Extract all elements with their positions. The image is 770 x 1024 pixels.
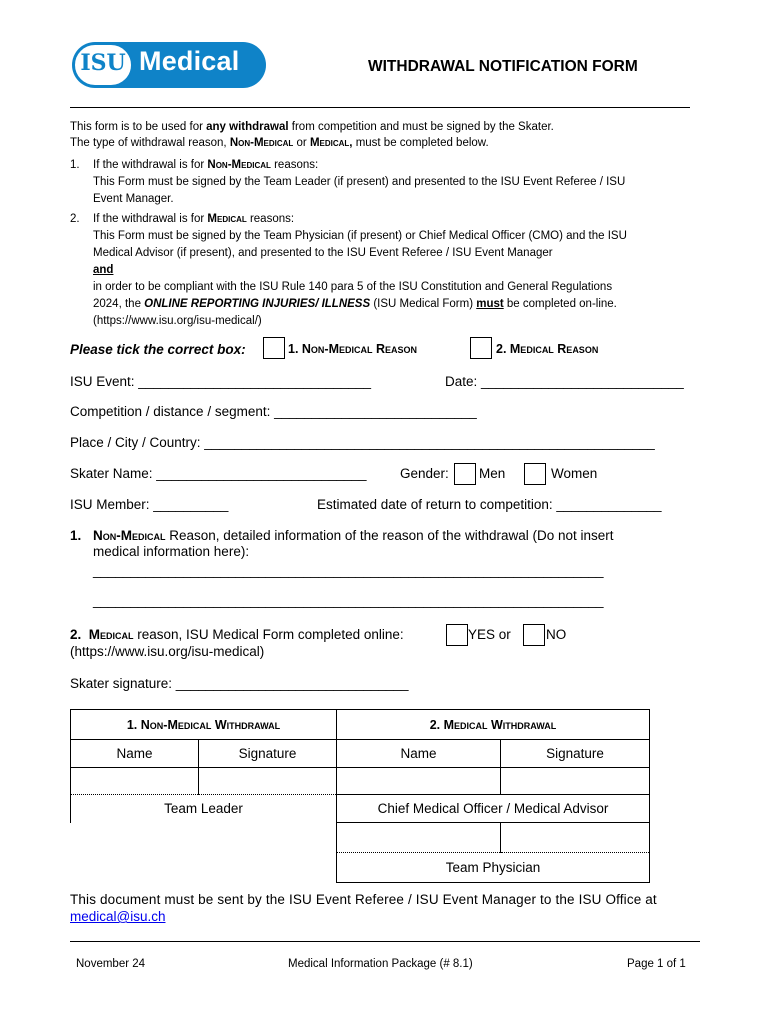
section1-answer-line-1[interactable]: ____________________________________________________________________: [93, 563, 604, 578]
place-field[interactable]: Place / City / Country: ____________________________________________________________: [70, 435, 655, 450]
logo-isu-text: ISU: [80, 50, 126, 76]
section1-answer-line-2[interactable]: ____________________________________________________________________: [93, 593, 604, 608]
gender-women-checkbox[interactable]: [524, 463, 546, 485]
skater-signature-field[interactable]: Skater signature: _______________________________: [70, 676, 409, 691]
item2-number: 2.: [70, 213, 80, 225]
email-link[interactable]: medical@isu.ch: [70, 909, 166, 924]
tick-instruction: Please tick the correct box:: [70, 342, 246, 357]
section2-yes-label: YES or: [468, 627, 511, 642]
section2-yes-checkbox[interactable]: [446, 624, 468, 646]
intro-line-2: The type of withdrawal reason, Non-Medical or Medical, must be completed below.: [70, 137, 489, 149]
cmo-label: Chief Medical Officer / Medical Advisor: [337, 795, 650, 823]
signature-header-1: Signature: [199, 740, 337, 768]
medical-withdrawal-header: 2. Medical Withdrawal: [337, 710, 650, 740]
item1-number: 1.: [70, 159, 80, 171]
team-physician-label: Team Physician: [337, 853, 650, 883]
empty-cell: [71, 823, 337, 853]
footer-package: Medical Information Package (# 8.1): [288, 958, 473, 970]
isu-member-field[interactable]: ISU Member: __________: [70, 497, 229, 512]
withdrawal-signature-table: [70, 709, 650, 883]
footer-divider: [70, 941, 700, 942]
team-leader-name-cell[interactable]: [71, 768, 199, 795]
section2-no-label: NO: [546, 627, 567, 642]
skater-name-field[interactable]: Skater Name: ____________________________: [70, 466, 367, 481]
isu-event-field[interactable]: ISU Event: _______________________________: [70, 374, 372, 389]
section2-url: (https://www.isu.org/isu-medical): [70, 644, 265, 659]
gender-men-checkbox[interactable]: [454, 463, 476, 485]
intro-line-1: This form is to be used for any withdrawal from competition and must be signed by the Skater.: [70, 121, 554, 133]
competition-field[interactable]: Competition / distance / segment: ___________________________: [70, 404, 477, 419]
logo-medical-text: Medical: [139, 46, 240, 76]
section2-text: 2. Medical reason, ISU Medical Form completed online:: [70, 627, 404, 642]
section1-number: 1.: [70, 528, 82, 543]
gender-men-label: Men: [479, 466, 506, 481]
team-leader-signature-cell[interactable]: [199, 768, 337, 795]
gender-women-label: Women: [551, 466, 598, 481]
return-date-field[interactable]: Estimated date of return to competition: ______________: [317, 497, 662, 512]
section2-no-checkbox[interactable]: [523, 624, 545, 646]
signature-header-2: Signature: [501, 740, 650, 768]
gender-label: Gender:: [400, 466, 449, 481]
medical-reason-label: 2. Medical Reason: [496, 342, 599, 356]
closing-text: This document must be sent by the ISU Event Referee / ISU Event Manager to the ISU Office at: [70, 892, 657, 907]
date-field[interactable]: Date: ___________________________: [445, 374, 684, 389]
form-title: WITHDRAWAL NOTIFICATION FORM: [368, 58, 638, 75]
cmo-name-cell[interactable]: [337, 768, 501, 795]
item1-text: If the withdrawal is for Non-Medical reasons: This Form must be signed by the Team Leader (if present) and presented to the ISU Event Referee / ISU Event Manager.: [93, 159, 626, 205]
section1-text: Non-Medical Reason, detailed information of the reason of the withdrawal (Do not insert medical information here):: [93, 528, 614, 559]
header-divider: [70, 107, 690, 108]
physician-signature-cell[interactable]: [501, 823, 650, 853]
team-leader-label: Team Leader: [71, 795, 337, 823]
name-header-2: Name: [337, 740, 501, 768]
empty-cell-2: [71, 853, 337, 883]
medical-reason-checkbox[interactable]: [470, 337, 492, 359]
non-medical-withdrawal-header: 1. Non-Medical Withdrawal: [71, 710, 337, 740]
non-medical-reason-label: 1. Non-Medical Reason: [288, 342, 418, 356]
non-medical-reason-checkbox[interactable]: [263, 337, 285, 359]
cmo-signature-cell[interactable]: [501, 768, 650, 795]
item2-text: If the withdrawal is for Medical reasons: This Form must be signed by the Team Physician (if present) or Chief Medical Officer (CMO) and the ISU Medical Advisor (if present), and presented to the ISU Event Referee / ISU Event Manager and in order to be compliant with the ISU Rule 140 para 5 of the ISU Constitution and General Regulations 2024, the ONLINE REPORTING INJURIES/ ILLNESS (ISU Medical Form) must be completed on-line. (https://www.isu.org/isu-medical/): [93, 213, 627, 327]
footer-page: Page 1 of 1: [627, 958, 686, 970]
physician-name-cell[interactable]: [337, 823, 501, 853]
name-header-1: Name: [71, 740, 199, 768]
footer-date: November 24: [76, 958, 146, 970]
